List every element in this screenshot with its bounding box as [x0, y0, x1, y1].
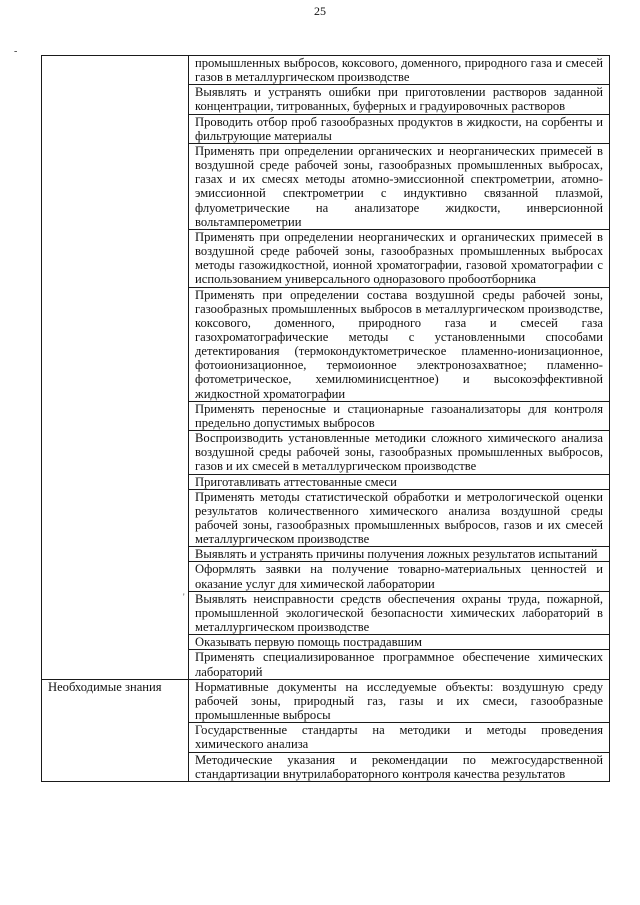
knowledge-label-cell: Необходимые знания [42, 679, 189, 781]
knowledge-item: Государственные стандарты на методики и методы проведения химического анализа [189, 723, 610, 752]
skill-item: Воспроизводить установленные методики сложного химического анализа воздушной среды рабочей зоны, газообразных промышленных выбросов, газов и их смесей в металлургическом производстве [189, 431, 610, 474]
margin-mark: ' [183, 592, 185, 602]
skill-item: Приготавливать аттестованные смеси [189, 474, 610, 489]
skill-item: Применять при определении органических и неорганических примесей в воздушной среде рабочей зоны, газообразных промышленных выбросах, газах и их смесях методы атомно-эмиссионной спектрометрии, атомно-эмиссионной спектрометрии с индуктивно связанной плазмой, флуометрические на анализаторе жидкости, инверсионной вольтамперометрии [189, 143, 610, 229]
skill-item: Выявлять неисправности средств обеспечения охраны труда, пожарной, промышленной экологической безопасности химических лабораторий в металлургическом производстве [189, 591, 610, 634]
table-row [42, 679, 610, 722]
skill-item: Оказывать первую помощь пострадавшим [189, 635, 610, 650]
skills-label-cell [42, 56, 189, 680]
skill-item: Выявлять и устранять причины получения ложных результатов испытаний [189, 547, 610, 562]
skill-item: Выявлять и устранять ошибки при приготовлении растворов заданной концентрации, титрованных, буферных и градуировочных растворов [189, 85, 610, 114]
skill-item: Применять переносные и стационарные газоанализаторы для контроля предельно допустимых выбросов [189, 401, 610, 430]
skill-item: Проводить отбор проб газообразных продуктов в жидкости, на сорбенты и фильтрующие материалы [189, 114, 610, 143]
table-row [42, 56, 610, 85]
skill-item: Применять методы статистической обработки и метрологической оценки результатов количественного химического анализа воздушной среды рабочей зоны, газообразных промышленных выбросов, газов и их смесей металлургическом производстве [189, 489, 610, 547]
skill-item: Оформлять заявки на получение товарно-материальных ценностей и оказание услуг для химической лаборатории [189, 562, 610, 591]
knowledge-item: Нормативные документы на исследуемые объекты: воздушную среду рабочей зоны, природный газ, газы и их смеси, газообразные промышленные выбросы [189, 679, 610, 722]
skill-item: Применять при определении состава воздушной среды рабочей зоны, газообразных промышленных выбросов в металлургическом производстве, коксового, доменного, природного газа и смесей газа газохроматографические методы с установленными способами детектирования (термокондуктометрическое пламенно-ионизационное, фотоионизационное, термоионное электронозахватное; пламенно-фотометрическое, хемилюминисцентное) и высокоэффективной жидкостной хроматографии [189, 287, 610, 401]
requirements-table [41, 55, 610, 782]
page-number: 25 [314, 4, 326, 18]
skill-item: Применять специализированное программное обеспечение химических лабораторий [189, 650, 610, 679]
skill-item: промышленных выбросов, коксового, доменного, природного газа и смесей газов в металлургическом производстве [189, 56, 610, 85]
skill-item: Применять при определении неорганических и органических примесей в воздушной среде рабочей зоны, газообразных промышленных выбросах методы газожидкостной, ионной хроматографии, газовой хроматографии с использованием универсального одноразового пробоотборника [189, 229, 610, 287]
knowledge-item: Методические указания и рекомендации по межгосударственной стандартизации внутрилабораторного контроля качества результатов [189, 752, 610, 781]
margin-mark: - [14, 46, 18, 57]
